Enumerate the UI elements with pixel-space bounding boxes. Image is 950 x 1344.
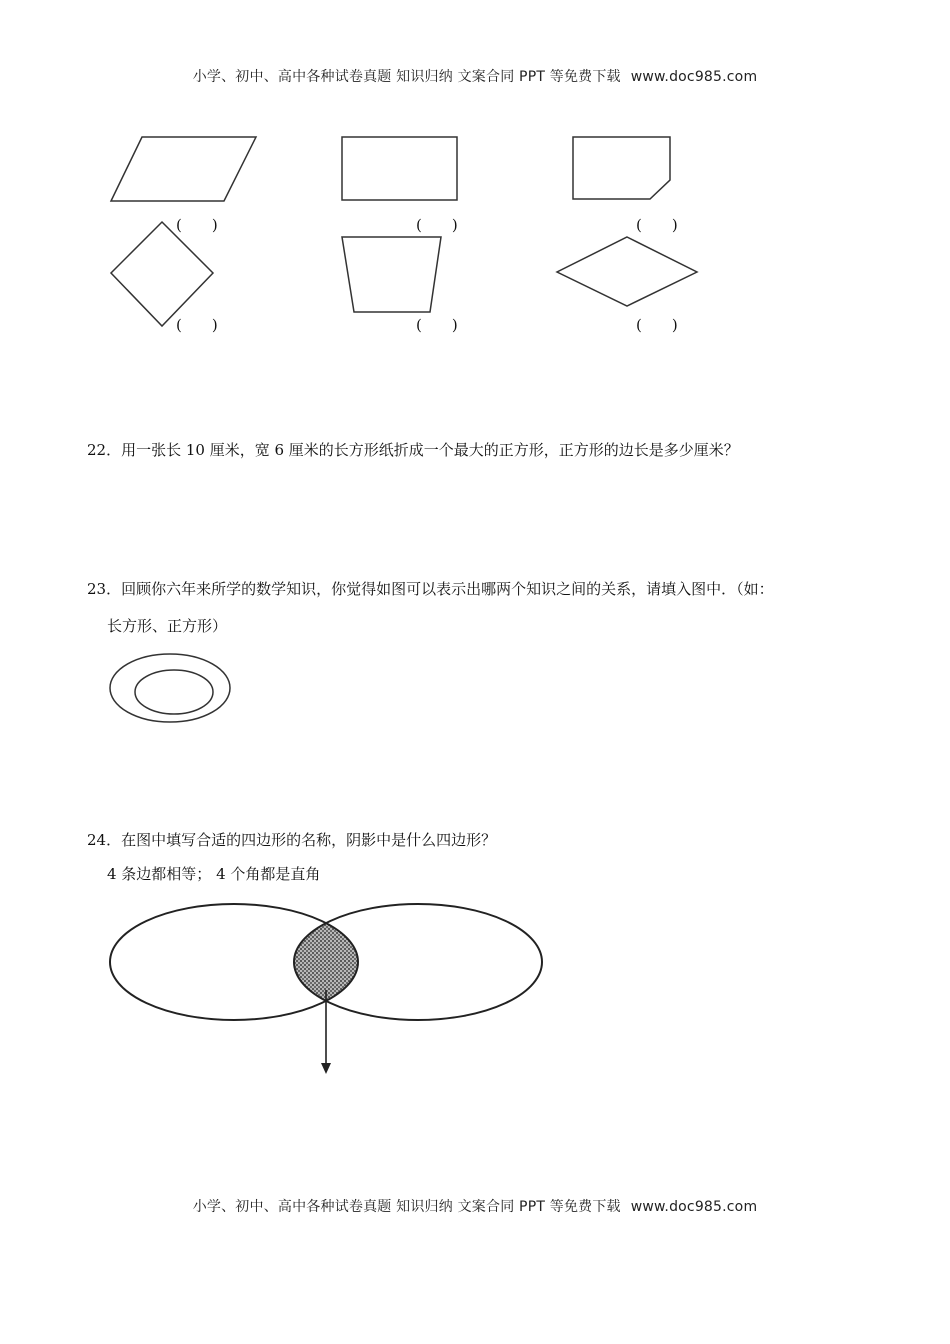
header-url: www.doc985.com (630, 69, 758, 85)
parallelogram-shape (111, 137, 256, 201)
rotated-square-shape (111, 222, 213, 326)
answer-blank-6[interactable]: ( ) (636, 316, 678, 334)
page-footer (0, 1196, 950, 1216)
answer-blank-4[interactable]: ( ) (176, 316, 218, 334)
header-text: 小学、初中、高中各种试卷真题 知识归纳 文案合同 PPT 等免费下载 (192, 69, 621, 85)
question-24-hint: 4 条边都相等； 4 个角都是直角 (107, 865, 321, 883)
question-23-line2: 长方形、正方形） (107, 617, 228, 635)
answer-blank-2[interactable]: ( ) (416, 216, 458, 234)
trapezoid-shape (342, 237, 441, 312)
question-23-line1: 23．回顾你六年来所学的数学知识，你觉得如图可以表示出哪两个知识之间的关系，请填入图中．（如： (87, 580, 774, 598)
rectangle-shape (342, 137, 457, 200)
rhombus-shape (557, 237, 697, 306)
question-22: 22．用一张长 10 厘米，宽 6 厘米的长方形纸折成一个最大的正方形，正方形的边长是多少厘米？ (87, 441, 739, 459)
inner-ellipse (135, 670, 213, 714)
answer-blank-3[interactable]: ( ) (636, 216, 678, 234)
answer-blank-1[interactable]: ( ) (176, 216, 218, 234)
cut-corner-rectangle-shape (573, 137, 670, 199)
question-24: 24．在图中填写合适的四边形的名称，阴影中是什么四边形？ (87, 831, 497, 849)
answer-blank-5[interactable]: ( ) (416, 316, 458, 334)
venn-arrow-head (321, 1063, 331, 1074)
footer-url: www.doc985.com (630, 1199, 758, 1215)
footer-text: 小学、初中、高中各种试卷真题 知识归纳 文案合同 PPT 等免费下载 (192, 1199, 621, 1215)
